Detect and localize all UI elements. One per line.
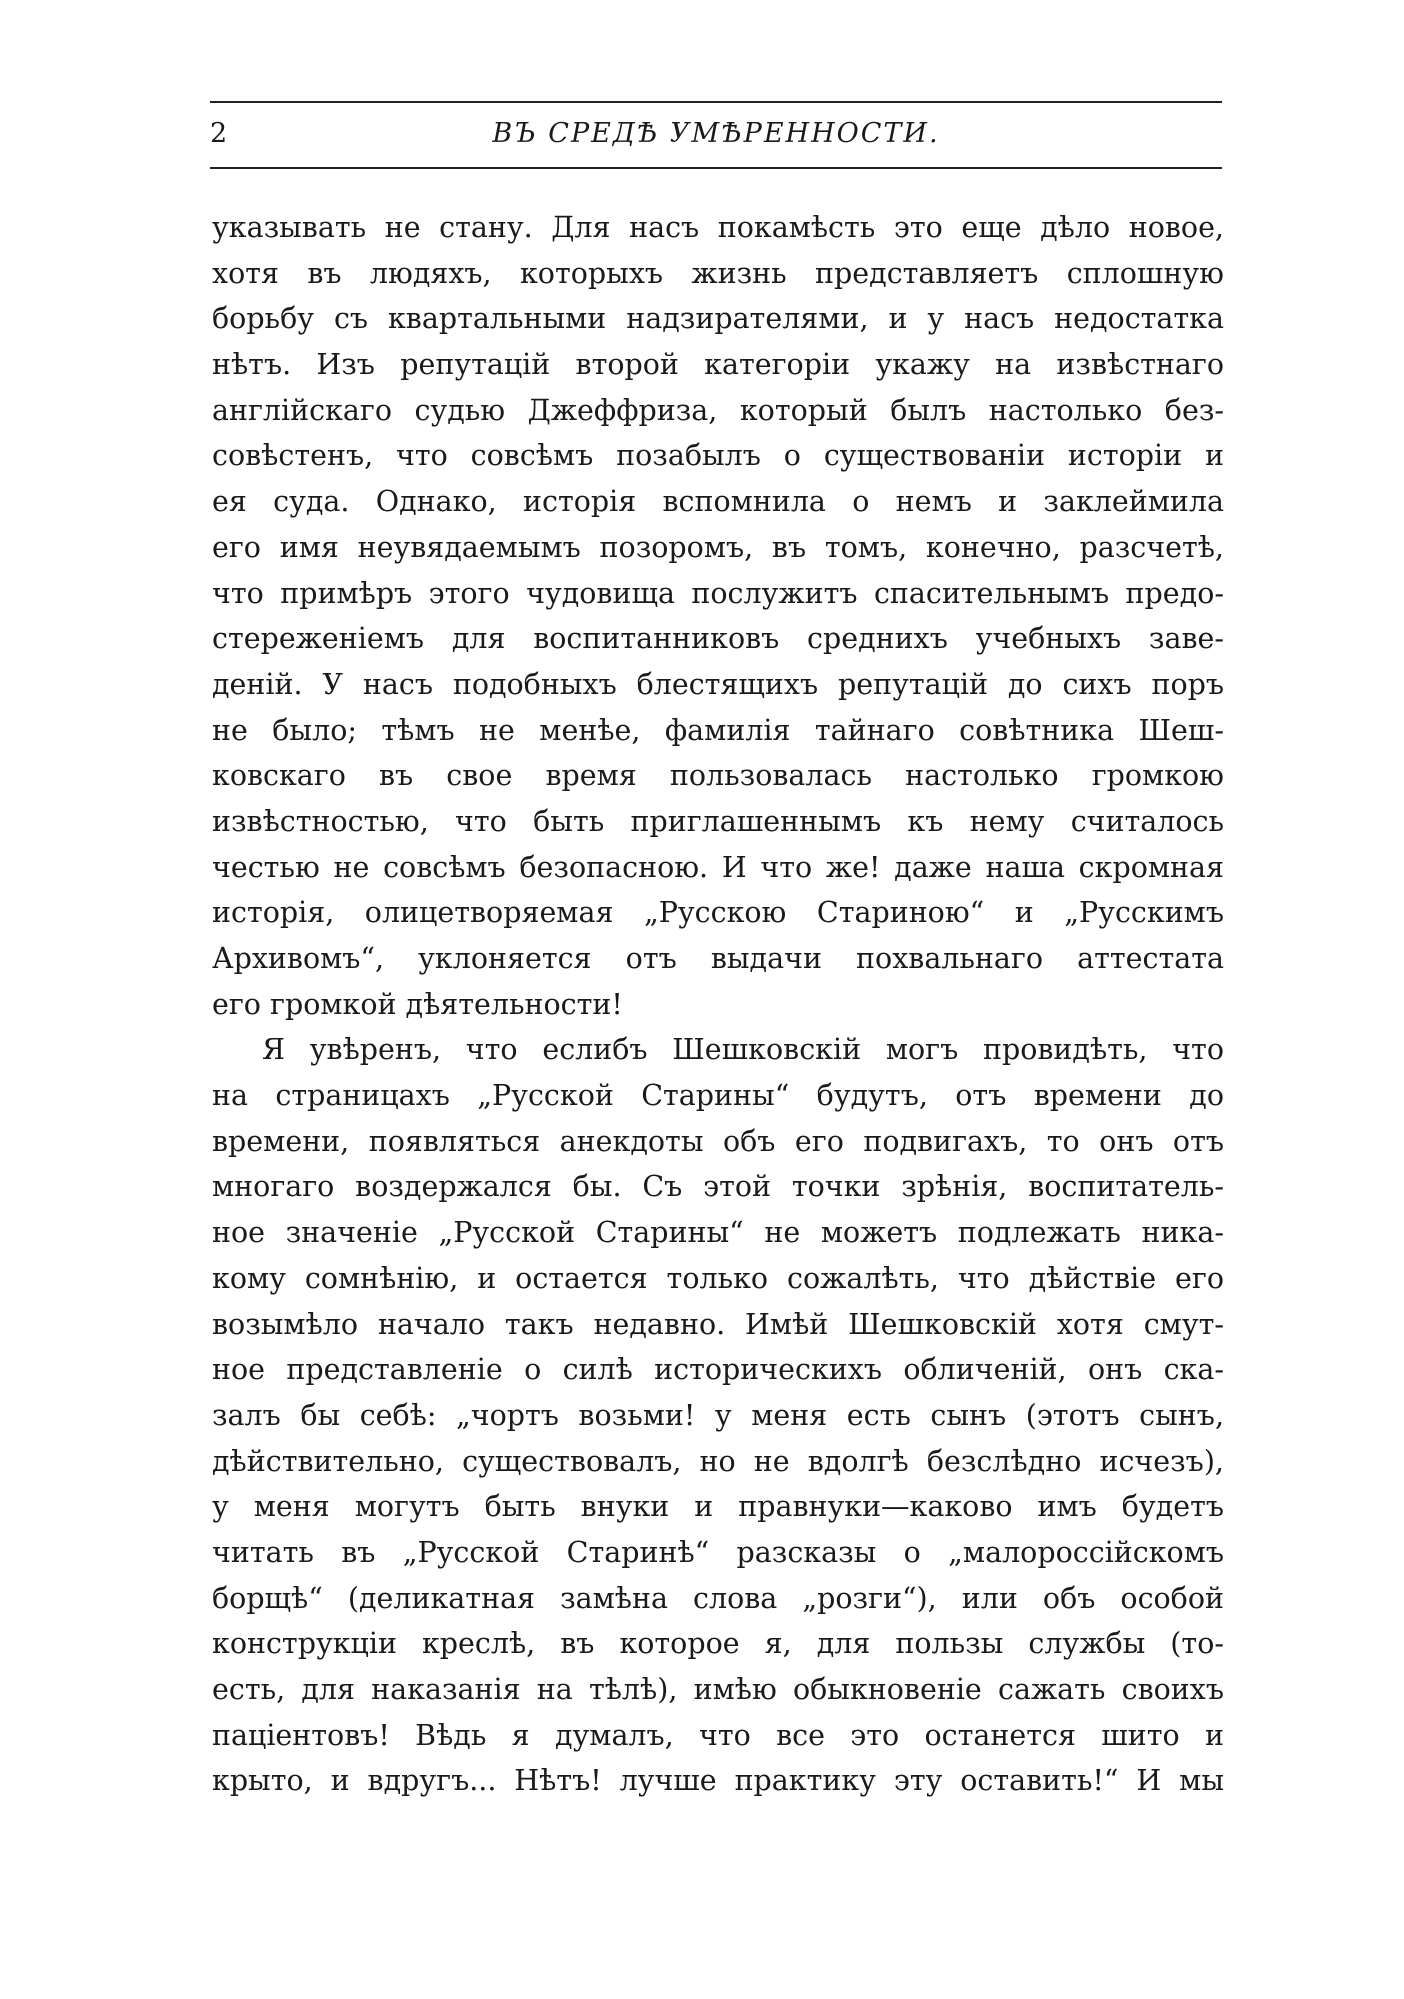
text-line: деній. У насъ подобныхъ блестящихъ репутацій до сихъ поръ <box>212 667 1224 701</box>
text-line: паціентовъ! Вѣдь я думалъ, что все это останется шито и <box>212 1718 1224 1752</box>
text-line: на страницахъ „Русской Старины“ будутъ, отъ времени до <box>212 1079 1224 1113</box>
text-line: ное представленіе о силѣ историческихъ обличеній, онъ ска- <box>212 1353 1224 1387</box>
page-number: 2 <box>210 118 228 149</box>
text-line: не было; тѣмъ не менѣе, фамилія тайнаго совѣтника Шеш- <box>212 713 1224 747</box>
text-line: исторія, олицетворяемая „Русскою Стариною“ и „Русскимъ <box>212 896 1224 930</box>
text-line: указывать не стану. Для насъ покамѣсть это еще дѣло новое, <box>212 211 1224 244</box>
text-line: хотя въ людяхъ, которыхъ жизнь представляетъ сплошную <box>212 256 1224 290</box>
text-line: ковскаго въ свое время пользовалась настолько громкою <box>212 759 1224 793</box>
text-line: стереженіемъ для воспитанниковъ среднихъ учебныхъ заве- <box>212 622 1224 656</box>
text-line: у меня могутъ быть внуки и правнуки—каково имъ будетъ <box>212 1490 1224 1524</box>
text-line: ея суда. Однако, исторія вспомнила о немъ и заклеймила <box>212 485 1224 519</box>
text-line: возымѣло начало такъ недавно. Имѣй Шешковскій хотя смут- <box>212 1307 1224 1341</box>
text-line: крыто, и вдругъ... Нѣтъ! лучше практику эту оставить!“ И мы <box>212 1764 1224 1798</box>
text-line: Архивомъ“, уклоняется отъ выдачи похвальнаго аттестата <box>212 942 1224 975</box>
text-line: его громкой дѣятельности! <box>212 987 623 1021</box>
body-text <box>212 205 1224 1804</box>
text-line: залъ бы себѣ: „чортъ возьми! у меня есть сынъ (этотъ сынъ, <box>212 1398 1224 1432</box>
text-line: честью не совсѣмъ безопасною. И что же! даже наша скромная <box>212 850 1224 884</box>
text-line: многаго воздержался бы. Съ этой точки зрѣнія, воспитатель- <box>212 1170 1224 1204</box>
paragraph <box>212 1027 1224 1804</box>
text-line: что примѣръ этого чудовища послужитъ спасительнымъ предо- <box>212 576 1224 610</box>
text-line: Я увѣренъ, что еслибъ Шешковскій могъ провидѣть, что <box>262 1033 1224 1067</box>
text-line: времени, появляться анекдоты объ его подвигахъ, то онъ отъ <box>212 1124 1224 1158</box>
text-line: ное значеніе „Русской Старины“ не можетъ подлежать ника- <box>212 1216 1224 1250</box>
text-line: нѣтъ. Изъ репутацій второй категоріи укажу на извѣстнаго <box>212 348 1224 382</box>
text-line: англійскаго судью Джеффриза, который былъ настолько без- <box>212 393 1224 427</box>
text-line: его имя неувядаемымъ позоромъ, въ томъ, конечно, разсчетѣ, <box>212 530 1224 564</box>
header-top-rule <box>210 101 1222 103</box>
text-line: читать въ „Русской Старинѣ“ разсказы о „малороссійскомъ <box>212 1535 1224 1569</box>
header-bottom-rule <box>210 167 1222 169</box>
text-line: дѣйствительно, существовалъ, но не вдолгѣ безслѣдно исчезъ), <box>212 1444 1224 1478</box>
text-line: конструкціи креслѣ, въ которое я, для пользы службы (то- <box>212 1627 1224 1661</box>
paragraph <box>212 205 1224 1027</box>
text-line: совѣстенъ, что совсѣмъ позабылъ о существованіи исторіи и <box>212 439 1224 473</box>
text-line: борщѣ“ (деликатная замѣна слова „розги“), или объ особой <box>212 1581 1224 1615</box>
text-line: кому сомнѣнію, и остается только сожалѣть, что дѣйствіе его <box>212 1261 1224 1295</box>
text-line: есть, для наказанія на тѣлѣ), имѣю обыкновеніе сажать своихъ <box>212 1673 1224 1706</box>
text-line: борьбу съ квартальными надзирателями, и у насъ недостатка <box>212 302 1224 336</box>
text-line: извѣстностью, что быть приглашеннымъ къ нему считалось <box>212 804 1224 838</box>
running-title: ВЪ СРЕДѢ УМѢРЕННОСТИ. <box>492 118 940 149</box>
